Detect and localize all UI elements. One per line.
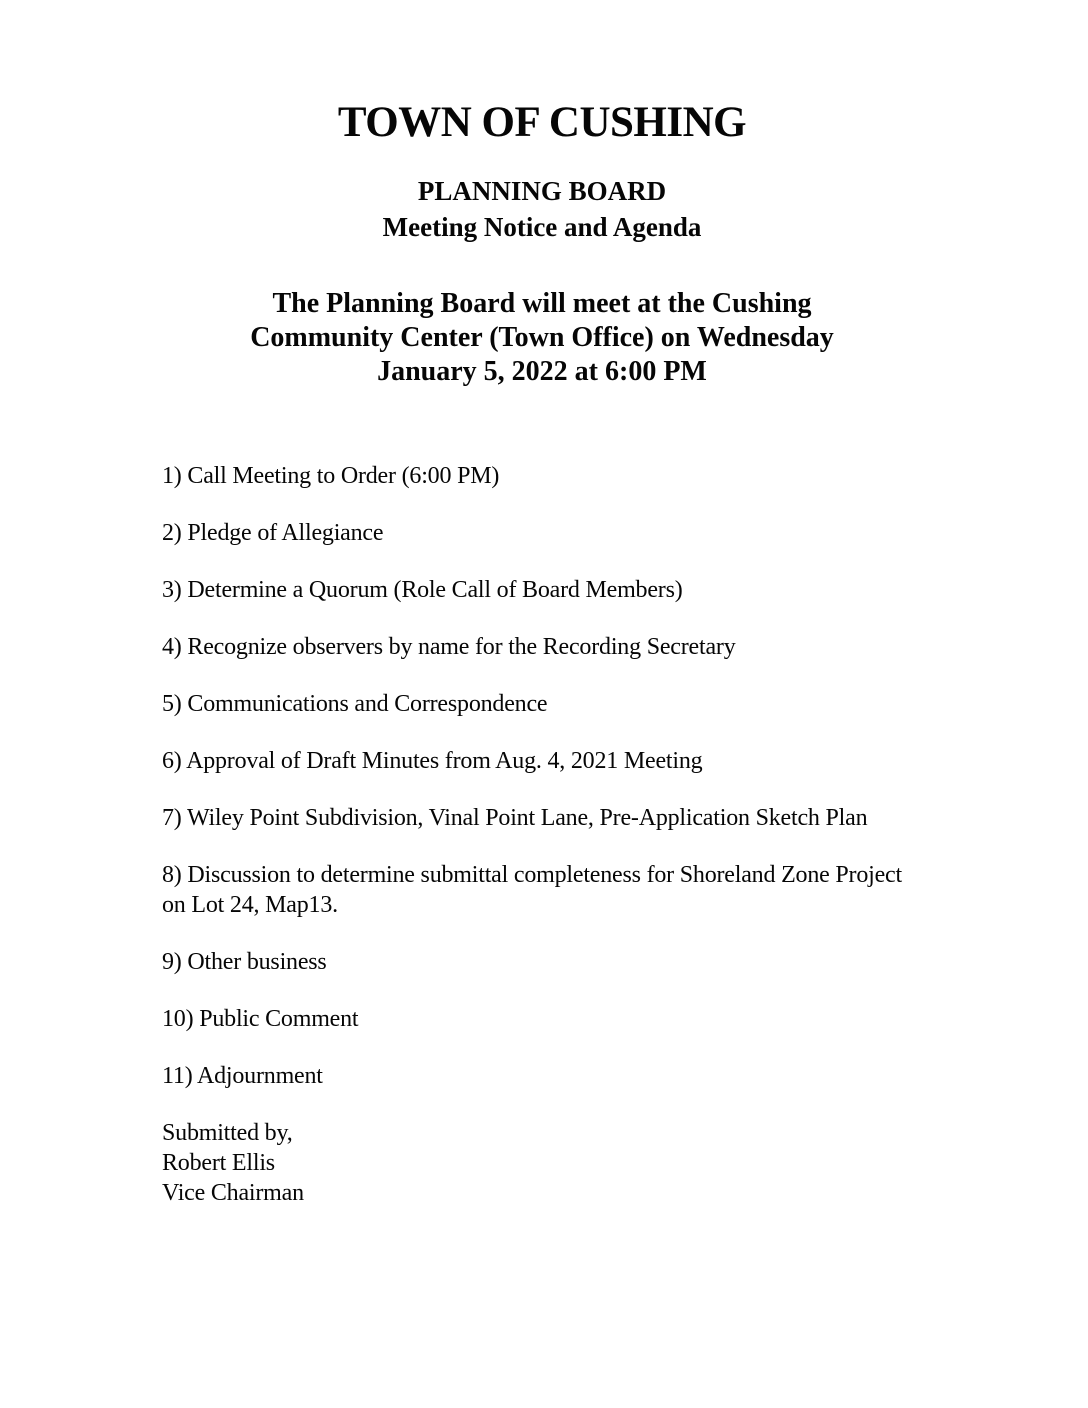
agenda-item-9: 9) Other business [162,949,327,975]
meeting-intro-paragraph [162,287,922,389]
signature-block [162,1118,922,1208]
agenda-list [162,461,922,1091]
document-title: TOWN OF CUSHING [337,99,747,146]
intro-line-2: Community Center (Town Office) on Wednesday [250,322,834,353]
agenda-item-10: 10) Public Comment [162,1006,359,1032]
agenda-item-7: 7) Wiley Point Subdivision, Vinal Point Lane, Pre-Application Sketch Plan [162,805,868,831]
subtitle-notice-line: Meeting Notice and Agenda [382,212,702,242]
agenda-item-1: 1) Call Meeting to Order (6:00 PM) [162,463,500,489]
agenda-item-11: 11) Adjournment [162,1063,323,1089]
subtitle-org-line: PLANNING BOARD [417,176,667,206]
agenda-item-4: 4) Recognize observers by name for the Recording Secretary [162,634,736,660]
agenda-item-5: 5) Communications and Correspondence [162,691,548,717]
intro-line-3: January 5, 2022 at 6:00 PM [377,356,707,387]
agenda-item-3: 3) Determine a Quorum (Role Call of Board Members) [162,577,683,603]
submitter-name: Robert Ellis [162,1150,275,1176]
agenda-item-6: 6) Approval of Draft Minutes from Aug. 4, 2021 Meeting [162,748,703,774]
agenda-item-8: 8) Discussion to determine submittal completeness for Shoreland Zone Project on Lot 24, Map13. [162,862,902,918]
agenda-item-2: 2) Pledge of Allegiance [162,520,384,546]
submitter-title: Vice Chairman [162,1180,304,1206]
submitted-by-line: Submitted by, [162,1120,293,1146]
intro-line-1: The Planning Board will meet at the Cushing [272,288,812,319]
document-subtitle [162,173,922,245]
